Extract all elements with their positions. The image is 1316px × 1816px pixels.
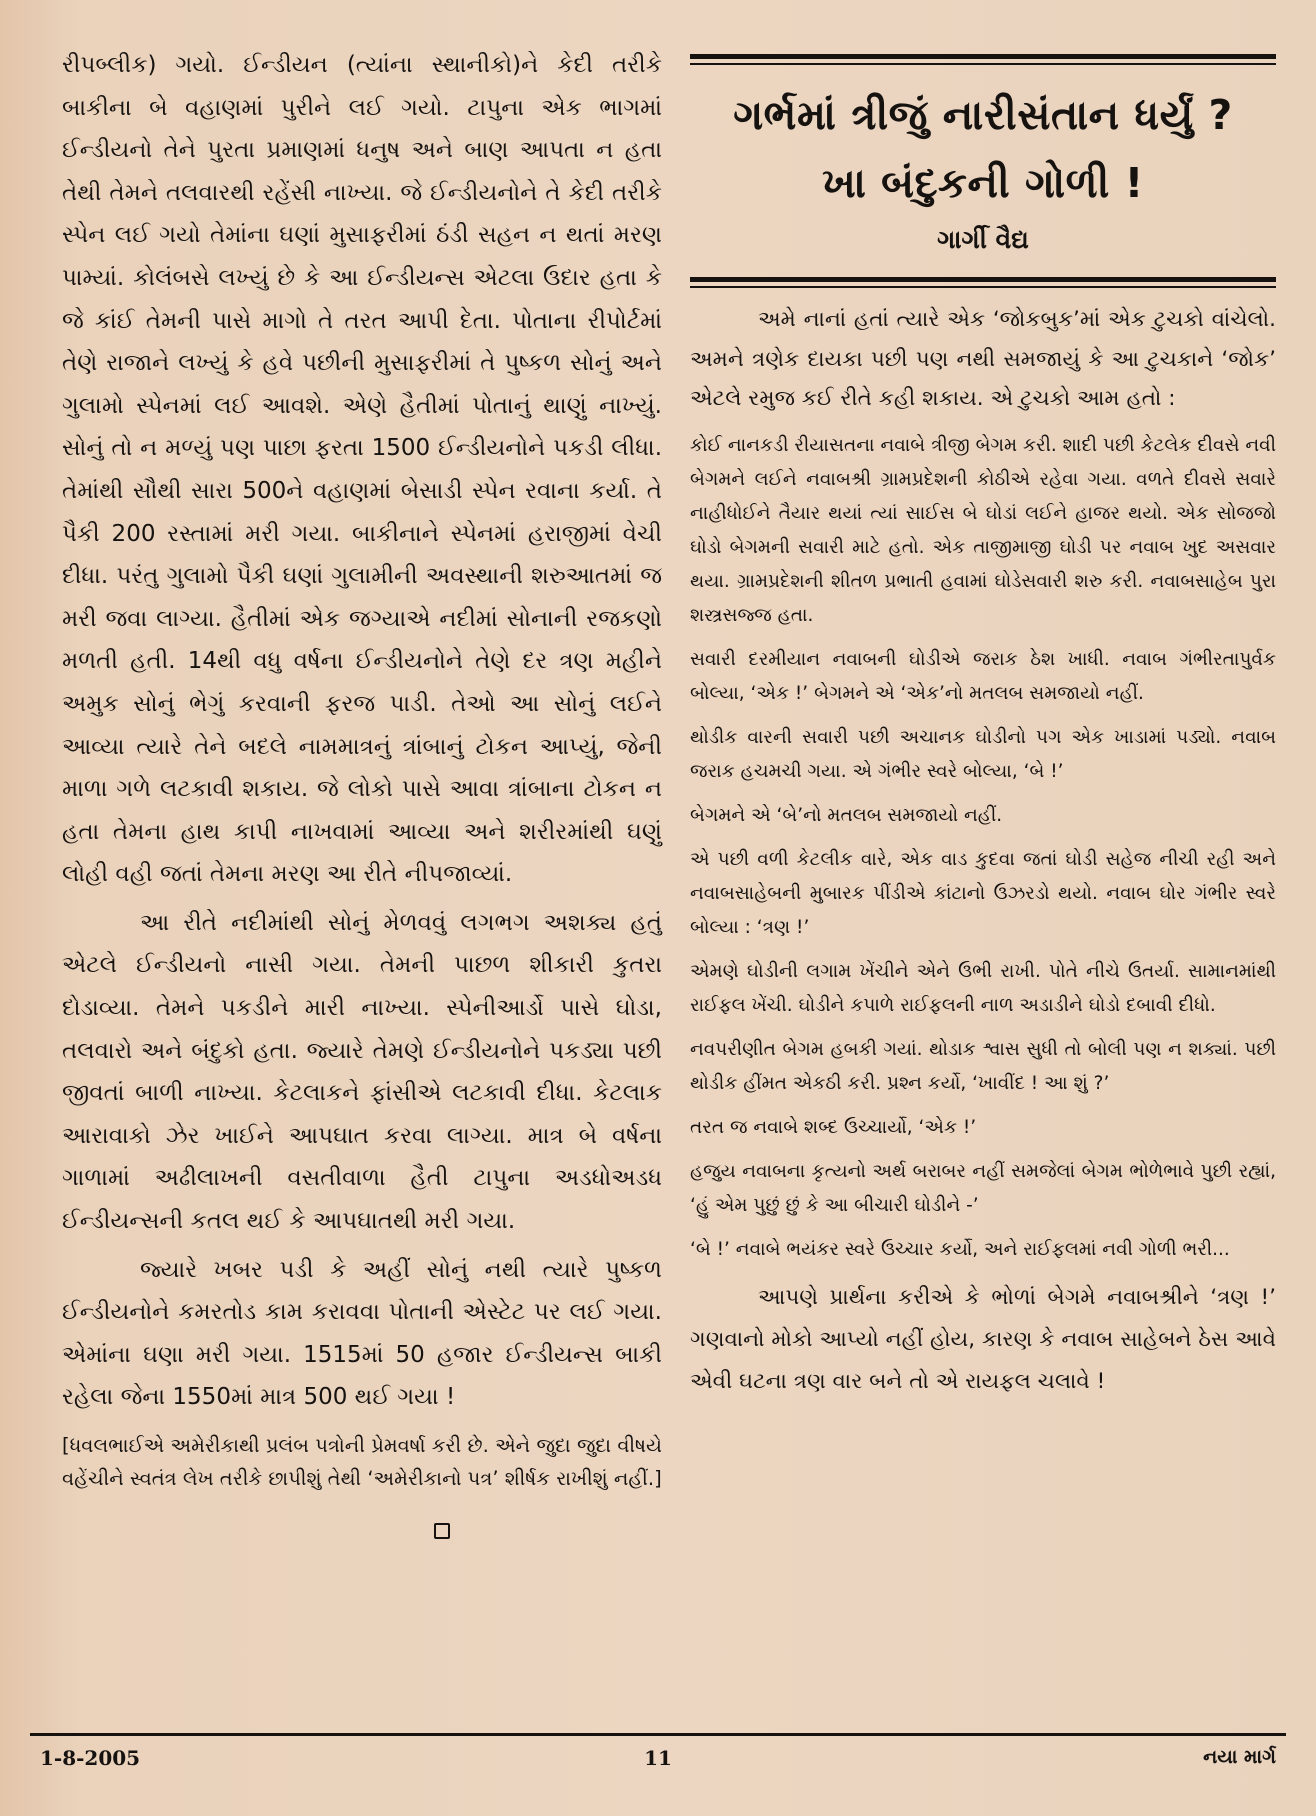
divider <box>690 54 1276 59</box>
left-column <box>62 44 662 1539</box>
article-headline <box>690 81 1276 217</box>
story-paragraph: તરત જ નવાબે શબ્દ ઉચ્ચાર્યો, ‘એક !’ <box>690 1116 977 1138</box>
headline-line: ગર્ભમાં ત્રીજું નારીસંતાન ધર્યું ? <box>733 91 1233 139</box>
article-closing: આપણે પ્રાર્થના કરીએ કે ભોળાં બેગમે નવાબશ્રીને ‘ત્રણ !’ ગણવાનો મોકો આપ્યો નહીં હોય, કારણ કે નવાબ સાહેબને ઠેસ આવે એવી ઘટના ત્રણ વાર બને તો એ રાયફલ ચલાવે ! <box>690 1284 1276 1394</box>
magazine-name: નયા માર્ગ <box>1203 1746 1276 1768</box>
story-paragraph: ‘બે !’ નવાબે ભયંકર સ્વરે ઉચ્ચાર કર્યો, અને રાઈફલમાં નવી ગોળી ભરી... <box>690 1238 1230 1260</box>
story-paragraph: એમણે ઘોડીની લગામ ખેંચીને એને ઉભી રાખી. પોતે નીચે ઉતર્યા. સામાનમાંથી રાઈફલ ખેંચી. ઘોડીને કપાળે રાઈફલની નાળ અડાડીને ઘોડો દબાવી દીધો. <box>690 960 1276 1016</box>
article-author: ગાર્ગી વૈદ્ય <box>937 225 1029 254</box>
right-column-article <box>690 54 1276 1403</box>
story-paragraph: બેગમને એ ‘બે’નો મતલબ સમજાયો નહીં. <box>690 804 1003 826</box>
divider <box>690 286 1276 288</box>
footer-divider <box>30 1733 1286 1736</box>
paragraph: આ રીતે નદીમાંથી સોનું મેળવવું લગભગ અશક્ય હતું એટલે ઈન્ડીયનો નાસી ગયા. તેમની પાછળ શીકારી કુતરા દોડાવ્યા. તેમને પકડીને મારી નાખ્યા. સ્પેનીઆર્ડો પાસે ઘોડા, તલવારો અને બંદુકો હતા. જ્યારે તેમણે ઈન્ડીયનોને પકડ્યા પછી જીવતાં બાળી નાખ્યા. કેટલાકને ફાંસીએ લટકાવી દીધા. કેટલાક આરાવાકો ઝેર ખાઈને આપઘાત કરવા લાગ્યા. માત્ર બે વર્ષના ગાળામાં અઢીલાખની વસતીવાળા હૈતી ટાપુના અડધોઅડધ ઈન્ડીયન્સની કતલ થઈ કે આપઘાતથી મરી ગયા. <box>62 909 662 1235</box>
story-paragraph: કોઈ નાનકડી રીયાસતના નવાબે ત્રીજી બેગમ કરી. શાદી પછી કેટલેક દીવસે નવી બેગમને લઈને નવાબશ્રી ગ્રામપ્રદેશની કોઠીએ રહેવા ગયા. વળતે દીવસે સવારે નાહીધોઈને તૈયાર થયાં ત્યાં સાઈસ બે ઘોડાં લઈને હાજર થયો. એક સોજજો ઘોડો બેગમની સવારી માટે હતો. એક તાજીમાજી ઘોડી પર નવાબ ખુદ અસવાર થયા. ગ્રામપ્રદેશની શીતળ પ્રભાતી હવામાં ઘોડેસવારી શરુ કરી. નવાબસાહેબ પુરા શસ્ત્રસજ્જ હતા. <box>690 434 1276 626</box>
issue-date: 1-8-2005 <box>40 1746 141 1770</box>
page-number: 11 <box>644 1746 672 1770</box>
story-paragraph: એ પછી વળી કેટલીક વારે, એક વાડ કુદવા જતાં ઘોડી સહેજ નીચી રહી અને નવાબસાહેબની મુબારક પીંડીએ કાંટાનો ઉઝરડો થયો. નવાબ ઘોર ગંભીર સ્વરે બોલ્યા : ‘ત્રણ !’ <box>690 848 1276 938</box>
end-of-article-square-icon <box>434 1523 450 1539</box>
headline-line: ખા બંદુકની ગોળી ! <box>822 159 1144 207</box>
story-paragraph: થોડીક વારની સવારી પછી અચાનક ઘોડીનો પગ એક ખાડામાં પડ્યો. નવાબ જરાક હચમચી ગયા. એ ગંભીર સ્વરે બોલ્યા, ‘બે !’ <box>690 726 1276 782</box>
divider <box>690 277 1276 282</box>
story-paragraph: સવારી દરમીયાન નવાબની ઘોડીએ જરાક ઠેશ ખાધી. નવાબ ગંભીરતાપુર્વક બોલ્યા, ‘એક !’ બેગમને એ ‘એક’નો મતલબ સમજાયો નહીં. <box>690 648 1276 704</box>
story-paragraph: હજુય નવાબના કૃત્યનો અર્થ બરાબર નહીં સમજેલાં બેગમ ભોળેભાવે પુછી રહ્યાં, ‘હું એમ પુછું છું કે આ બીચારી ઘોડીને -’ <box>690 1160 1276 1216</box>
divider <box>690 63 1276 65</box>
article-intro: અમે નાનાં હતાં ત્યારે એક ‘જોકબુક’માં એક ટુચકો વાંચેલો. અમને ત્રણેક દાયકા પછી પણ નથી સમજાયું કે આ ટુચકાને ‘જોક’ એટલે રમુજ કઈ રીતે કહી શકાય. એ ટુચકો આમ હતો : <box>690 307 1276 411</box>
story-paragraph: નવપરીણીત બેગમ હબકી ગયાં. થોડાક શ્વાસ સુધી તો બોલી પણ ન શક્યાં. પછી થોડીક હીંમત એકઠી કરી. પ્રશ્ન કર્યો, ‘ખાવીંદ ! આ શું ?’ <box>690 1038 1276 1094</box>
editor-note: [ધવલભાઈએ અમેરીકાથી પ્રલંબ પત્રોની પ્રેમવર્ષા કરી છે. એને જુદા જુદા વીષયે વહેંચીને સ્વતંત્ર લેખ તરીકે છાપીશું તેથી ‘અમેરીકાનો પત્ર’ શીર્ષક રાખીશું નહીં.] <box>62 1434 662 1490</box>
paragraph: રીપબ્લીક) ગયો. ઈન્ડીયન (ત્યાંના સ્થાનીકો)ને કેદી તરીકે બાકીના બે વહાણમાં પુરીને લઈ ગયો. ટાપુના એક ભાગમાં ઈન્ડીયનો તેને પુરતા પ્રમાણમાં ધનુષ અને બાણ આપતા ન હતા તેથી તેમને તલવારથી રહેંસી નાખ્યા. જે ઈન્ડીયનોને તે કેદી તરીકે સ્પેન લઈ ગયો તેમાંના ઘણાં મુસાફરીમાં ઠંડી સહન ન થતાં મરણ પામ્યાં. કોલંબસે લખ્યું છે કે આ ઈન્ડીયન્સ એટલા ઉદાર હતા કે જે કાંઈ તેમની પાસે માગો તે તરત આપી દેતા. પોતાના રીપોર્ટમાં તેણે રાજાને લખ્યું કે હવે પછીની મુસાફરીમાં તે પુષ્કળ સોનું અને ગુલામો સ્પેનમાં લઈ આવશે. એણે હૈતીમાં પોતાનું થાણું નાખ્યું. સોનું તો ન મળ્યું પણ પાછા ફરતા 1500 ઈન્ડીયનોને પકડી લીધા. તેમાંથી સૌથી સારા 500ને વહાણમાં બેસાડી સ્પેન રવાના કર્યા. તે પૈકી 200 રસ્તામાં મરી ગયા. બાકીનાને સ્પેનમાં હરાજીમાં વેચી દીધા. પરંતુ ગુલામો પૈકી ઘણાં ગુલામીની અવસ્થાની શરુઆતમાં જ મરી જવા લાગ્યા. હૈતીમાં એક જગ્યાએ નદીમાં સોનાની રજકણો મળતી હતી. 14થી વધુ વર્ષના ઈન્ડીયનોને તેણે દર ત્રણ મહીને અમુક સોનું ભેગું કરવાની ફરજ પાડી. તેઓ આ સોનું લઈને આવ્યા ત્યારે તેને બદલે નામમાત્રનું ત્રાંબાનું ટોકન આપ્યું, જેની માળા ગળે લટકાવી શકાય. જે લોકો પાસે આવા ત્રાંબાના ટોકન ન હતા તેમના હાથ કાપી નાખવામાં આવ્યા અને શરીરમાંથી ઘણું લોહી વહી જતાં તેમના મરણ આ રીતે નીપજાવ્યાં. <box>62 52 662 888</box>
paragraph: જ્યારે ખબર પડી કે અહીં સોનું નથી ત્યારે પુષ્કળ ઈન્ડીયનોને કમરતોડ કામ કરાવવા પોતાની એસ્ટેટ પર લઈ ગયા. એમાંના ઘણા મરી ગયા. 1515માં 50 હજાર ઈન્ડીયન્સ બાકી રહેલા જેના 1550માં માત્ર 500 થઈ ગયા ! <box>62 1256 662 1411</box>
